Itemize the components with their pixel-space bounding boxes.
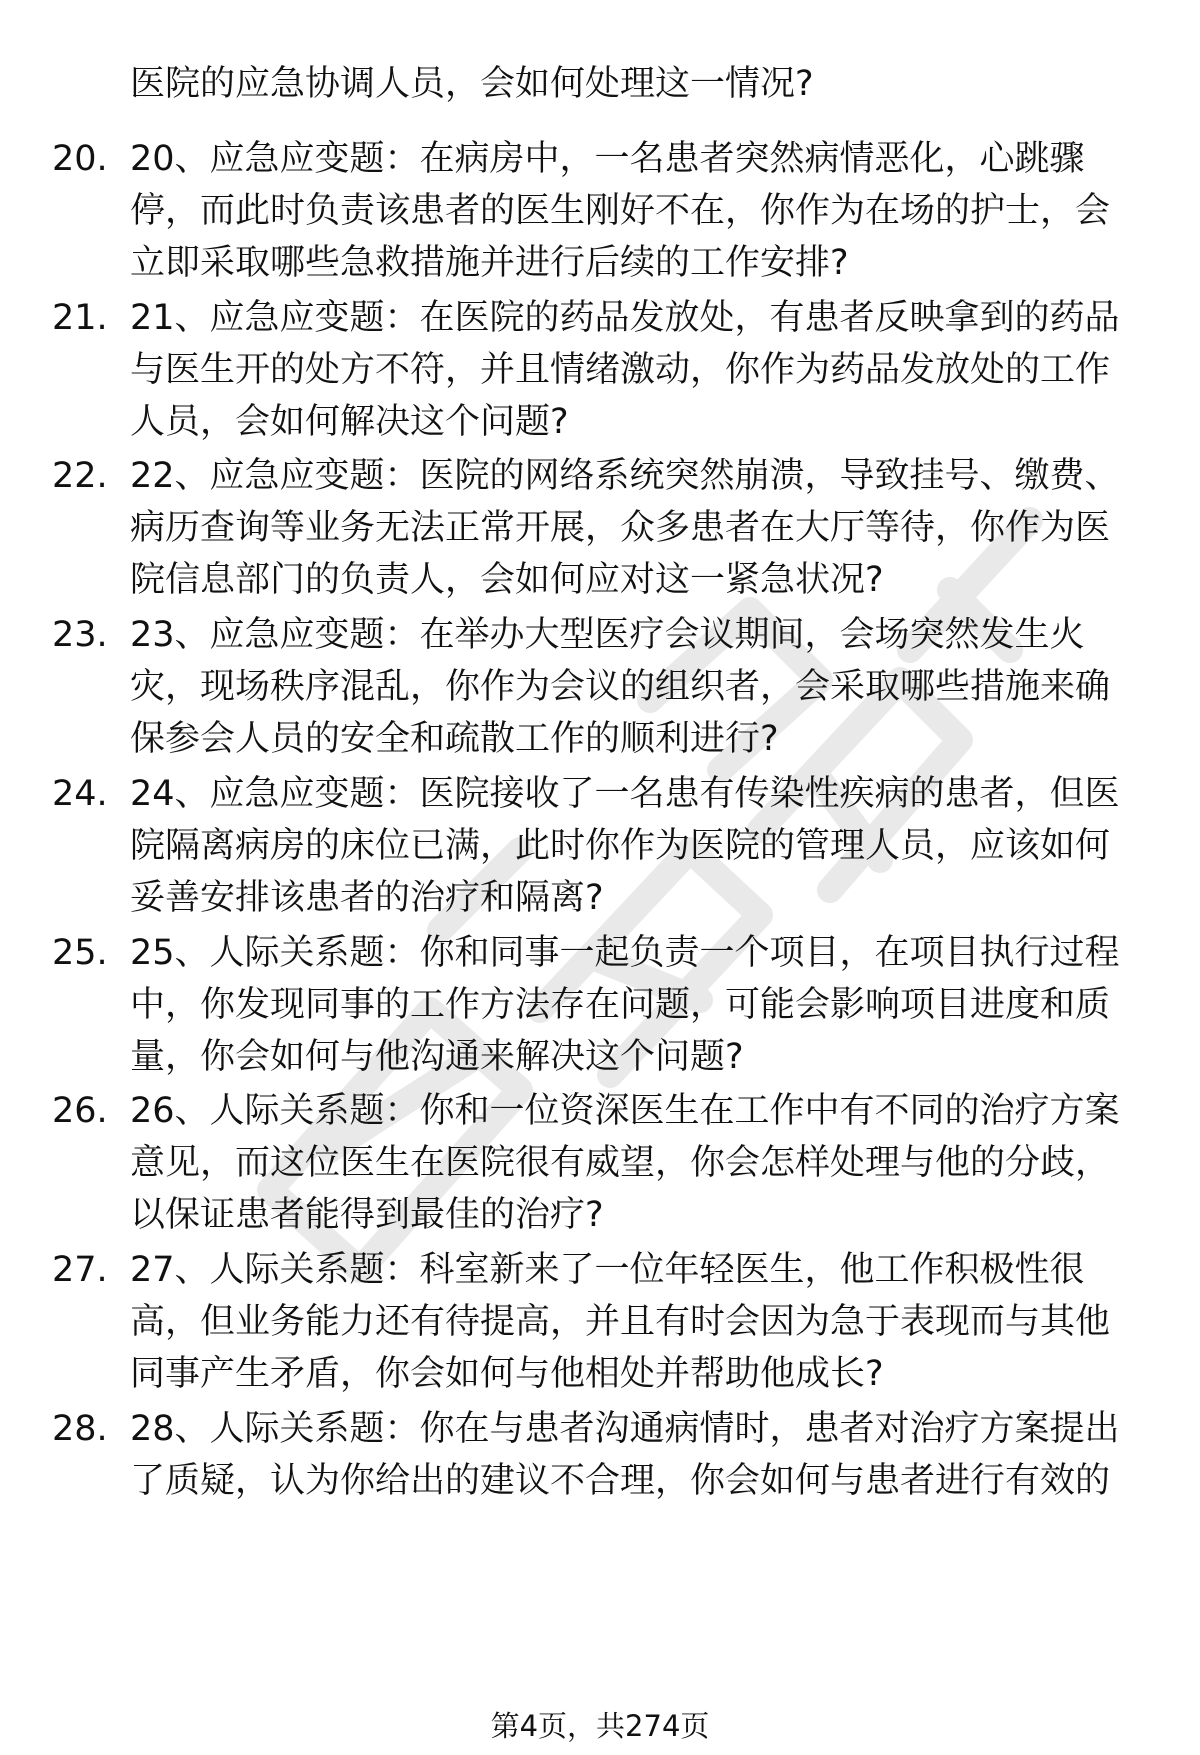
list-item-line: 灾，现场秩序混乱，你作为会议的组织者，会采取哪些措施来确 [130,667,1111,707]
list-item-line: 立即采取哪些急救措施并进行后续的工作安排? [130,243,849,283]
continuation-line: 医院的应急协调人员，会如何处理这一情况? [130,64,814,104]
list-item-line: 妥善安排该患者的治疗和隔离? [130,878,604,918]
list-item-line: 了质疑，认为你给出的建议不合理，你会如何与患者进行有效的 [130,1461,1111,1501]
list-item-number: 28. [52,1409,108,1449]
list-item-line: 院隔离病房的床位已满，此时你作为医院的管理人员，应该如何 [130,826,1111,866]
list-item-line: 中，你发现同事的工作方法存在问题，可能会影响项目进度和质 [130,985,1111,1025]
list-item-line: 同事产生矛盾，你会如何与他相处并帮助他成长? [130,1354,884,1394]
list-item-text [130,768,1140,924]
list-item-line: 23、应急应变题：在举办大型医疗会议期间，会场突然发生火 [130,615,1085,655]
list-item-text [130,292,1140,448]
list-item-line: 24、应急应变题：医院接收了一名患有传染性疾病的患者，但医 [130,774,1120,814]
list-item-line: 院信息部门的负责人，会如何应对这一紧急状况? [130,560,884,600]
list-item-number: 21. [52,298,108,338]
list-item-line: 25、人际关系题：你和同事一起负责一个项目，在项目执行过程 [130,933,1120,973]
list-item-text [130,609,1140,765]
list-item-line: 量，你会如何与他沟通来解决这个问题? [130,1037,744,1077]
page-footer: 第4页，共274页 [490,1709,710,1743]
list-item-number: 24. [52,774,108,814]
list-item-line: 以保证患者能得到最佳的治疗? [130,1195,604,1235]
list-item-line: 病历查询等业务无法正常开展，众多患者在大厅等待，你作为医 [130,508,1111,548]
list-item-text [130,1244,1140,1400]
list-item-line: 人员，会如何解决这个问题? [130,402,569,442]
list-item-text [130,450,1140,606]
list-item-line: 27、人际关系题：科室新来了一位年轻医生，他工作积极性很 [130,1250,1085,1290]
list-item-line: 26、人际关系题：你和一位资深医生在工作中有不同的治疗方案 [130,1091,1120,1131]
list-item-line: 20、应急应变题：在病房中，一名患者突然病情恶化，心跳骤 [130,139,1085,179]
list-item-line: 高，但业务能力还有待提高，并且有时会因为急于表现而与其他 [130,1302,1111,1342]
list-item-line: 与医生开的处方不符，并且情绪激动，你作为药品发放处的工作 [130,350,1111,390]
list-item-number: 25. [52,933,108,973]
list-item-line: 22、应急应变题：医院的网络系统突然崩溃，导致挂号、缴费、 [130,456,1120,496]
list-item-line: 意见，而这位医生在医院很有威望，你会怎样处理与他的分歧， [130,1143,1111,1183]
list-item-line: 保参会人员的安全和疏散工作的顺利进行? [130,719,779,759]
list-item-number: 23. [52,615,108,655]
list-item-number: 26. [52,1091,108,1131]
list-item-line: 28、人际关系题：你在与患者沟通病情时，患者对治疗方案提出 [130,1409,1120,1449]
list-item-number: 20. [52,139,108,179]
list-item-text [130,133,1140,289]
list-item-number: 22. [52,456,108,496]
list-item-number: 27. [52,1250,108,1290]
list-item-text [130,1403,1140,1507]
list-item-text [130,927,1140,1083]
list-item-text [130,1085,1140,1241]
list-item-line: 停，而此时负责该患者的医生刚好不在，你作为在场的护士，会 [130,191,1111,231]
list-item-line: 21、应急应变题：在医院的药品发放处，有患者反映拿到的药品 [130,298,1120,338]
